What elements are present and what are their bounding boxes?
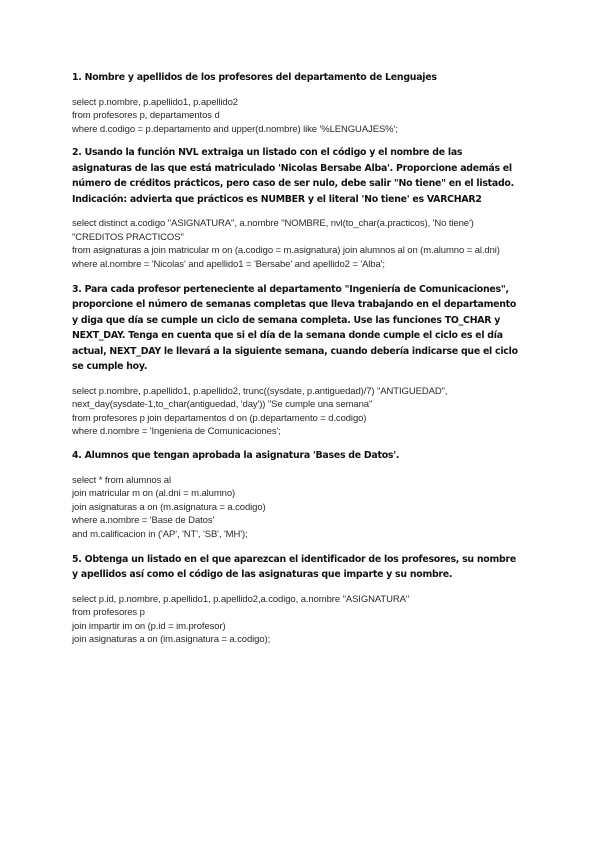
question-1-title: 1. Nombre y apellidos de los profesores del departamento de Lenguajes <box>72 72 437 83</box>
question-4-sql <box>72 474 522 542</box>
sql-line: select p.nombre, p.apellido1, p.apellido2, trunc((sysdate, p.antiguedad)/7) "ANTIGUEDAD", next_day(sysdate-1,to_char(antiguedad, 'day')) "Se cumple una semana" <box>72 385 448 411</box>
sql-line: select * from alumnos al <box>72 474 171 486</box>
question-2-title: 2. Usando la función NVL extraiga un listado con el código y el nombre de las asignaturas de las que está matriculado 'Nicolas Bersabe Alba'. Proporcione además el número de créditos prácticos, pero caso de ser nulo, debe salir "No tiene" en el listado. Indicación: advierta que prácticos es NUMBER y el literal 'No tiene' es VARCHAR2 <box>72 147 514 205</box>
sql-line: from profesores p join departamentos d on (p.departamento = d.codigo) <box>72 412 367 424</box>
sql-line: where a.nombre = 'Base de Datos' <box>72 515 215 527</box>
sql-line: from profesores p <box>72 607 145 619</box>
question-4 <box>72 448 522 541</box>
document-page <box>72 70 522 655</box>
sql-line: join asignaturas a on (im.asignatura = a.codigo); <box>72 634 271 646</box>
question-3-sql <box>72 385 522 439</box>
question-5-title: 5. Obtenga un listado en el que aparezcan el identificador de los profesores, su nombre y apellidos así como el código de las asignaturas que imparte y su nombre. <box>72 553 516 580</box>
question-5 <box>72 552 522 647</box>
question-4-title: 4. Alumnos que tengan aprobada la asignatura 'Bases de Datos'. <box>72 450 400 462</box>
question-1 <box>72 70 522 136</box>
question-5-sql <box>72 593 522 647</box>
question-2 <box>72 145 522 271</box>
sql-line: from asignaturas a join matricular m on (a.codigo = m.asignatura) join alumnos al on (m.alumno = al.dni) <box>72 245 500 257</box>
sql-line: join matricular m on (al.dni = m.alumno) <box>72 488 236 500</box>
sql-line: where al.nombre = 'Nicolas' and apellido1 = 'Bersabe' and apellido2 = 'Alba'; <box>72 259 385 271</box>
sql-line: and m.calificacion in ('AP', 'NT', 'SB', 'MH'); <box>72 528 248 540</box>
sql-line: select p.nombre, p.apellido1, p.apellido2 <box>72 96 238 108</box>
question-3 <box>72 282 522 439</box>
sql-line: from profesores p, departamentos d <box>72 110 220 122</box>
sql-line: select p.id, p.nombre, p.apellido1, p.apellido2,a.codigo, a.nombre "ASIGNATURA" <box>72 593 410 605</box>
question-3-title: 3. Para cada profesor perteneciente al departamento "Ingeniería de Comunicaciones", proporcione el número de semanas completas que lleva trabajando en el departamento y diga que día se cumple un ciclo de semana completa. Use las funciones TO_CHAR y NEXT_DAY. Tenga en cuenta que si el día de la semana donde cumple el ciclo es el día actual, NEXT_DAY le llevará a la siguiente semana, cuando debería indicarse que el ciclo se cumple hoy. <box>72 283 518 373</box>
question-1-sql <box>72 96 522 137</box>
sql-line: where d.codigo = p.departamento and upper(d.nombre) like '%LENGUAJES%'; <box>72 123 398 135</box>
sql-line: select distinct a.codigo "ASIGNATURA", a.nombre "NOMBRE, nvl(to_char(a.practicos), 'No tiene') "CREDITOS PRACTICOS" <box>72 218 474 243</box>
question-2-sql <box>72 217 522 271</box>
sql-line: join impartir im on (p.id = im.profesor) <box>72 620 226 632</box>
sql-line: join asignaturas a on (m.asignatura = a.codigo) <box>72 501 266 513</box>
sql-line: where d.nombre = 'Ingenieria de Comunicaciones'; <box>72 426 281 438</box>
